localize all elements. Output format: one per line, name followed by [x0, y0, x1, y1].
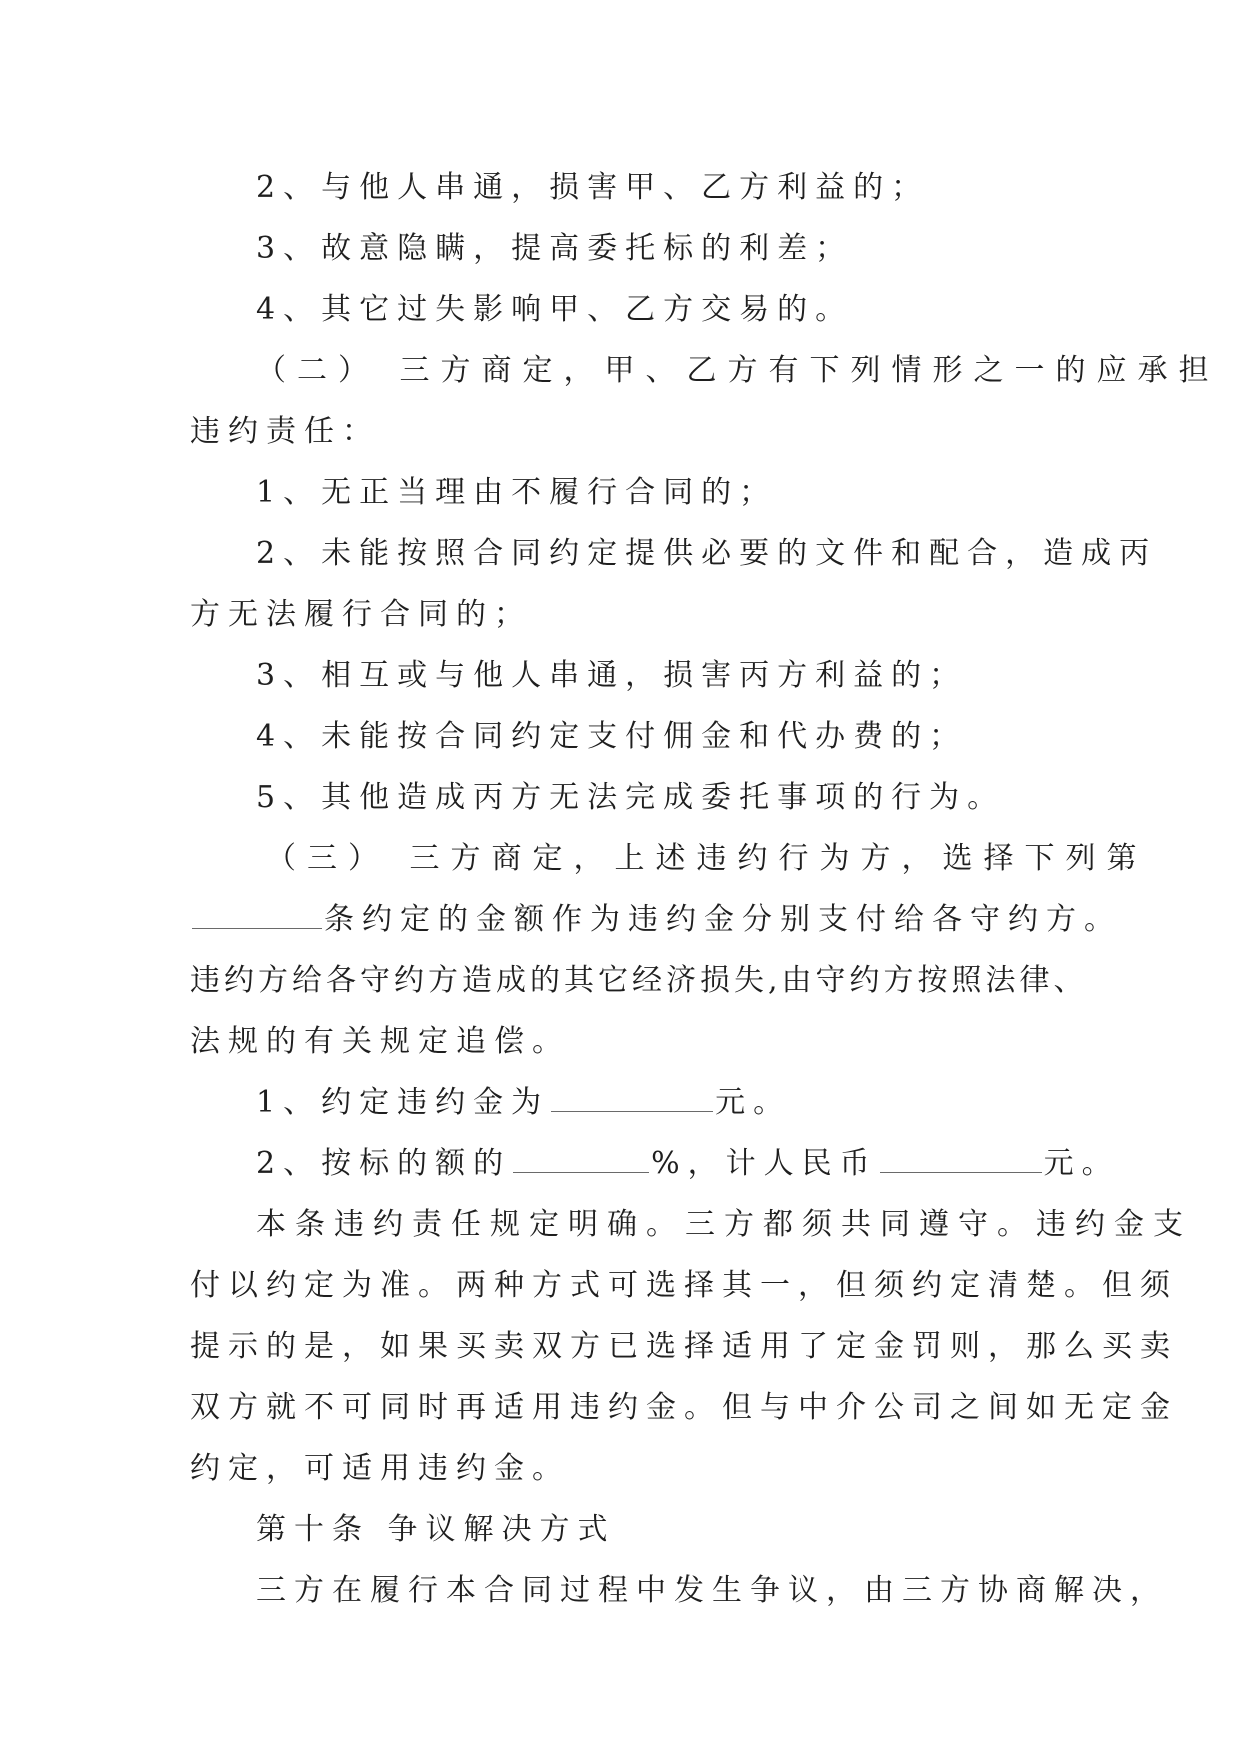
- paragraph-line: 双方就不可同时再适用违约金。但与中介公司之间如无定金: [190, 1390, 1178, 1425]
- clause-line: 5、其他造成丙方无法完成委托事项的行为。: [256, 780, 1006, 815]
- paragraph-line: 法规的有关规定追偿。: [190, 1024, 570, 1059]
- clause-line: 1、无正当理由不履行合同的；: [256, 475, 778, 510]
- clause-line: 2、与他人串通，损害甲、乙方利益的；: [256, 170, 930, 205]
- section-heading-2: （二） 三方商定，甲、乙方有下列情形之一的应承担: [256, 353, 1220, 388]
- clause-text: 元。: [1043, 1146, 1120, 1181]
- penalty-amount-blank[interactable]: [551, 1110, 713, 1112]
- clause-text: %，计人民币: [651, 1146, 878, 1181]
- clause-line: 3、故意隐瞒，提高委托标的利差；: [256, 231, 854, 266]
- clause-line: 4、未能按合同约定支付佣金和代办费的；: [256, 719, 968, 754]
- paragraph-line: 约定，可适用违约金。: [190, 1451, 570, 1486]
- clause-line: 3、相互或与他人串通，损害丙方利益的；: [256, 658, 968, 693]
- clause-text: 2、按标的额的: [256, 1146, 512, 1181]
- paragraph-line: 违约责任：: [190, 414, 380, 449]
- paragraph-text: 条约定的金额作为违约金分别支付给各守约方。: [324, 902, 1122, 937]
- paragraph-line: 三方在履行本合同过程中发生争议，由三方协商解决，: [256, 1573, 1168, 1608]
- clause-text: 元。: [715, 1085, 792, 1120]
- clause-line: 4、其它过失影响甲、乙方交易的。: [256, 292, 854, 327]
- clause-text: 1、约定违约金为: [256, 1085, 550, 1120]
- article-number-blank[interactable]: [192, 927, 322, 929]
- paragraph-line: 违约方给各守约方造成的其它经济损失,由守约方按照法律、: [190, 963, 1088, 998]
- clause-line: 2、未能按照合同约定提供必要的文件和配合，造成丙: [256, 536, 1158, 571]
- clause-line: [190, 1133, 1120, 1194]
- section-heading-3: （三） 三方商定，上述违约行为方，选择下列第: [266, 841, 1148, 876]
- clause-line: [190, 1072, 1070, 1133]
- paragraph-line: 方无法履行合同的；: [190, 597, 532, 632]
- percentage-blank[interactable]: [513, 1171, 649, 1173]
- article-title: 第十条 争议解决方式: [256, 1512, 616, 1547]
- paragraph-line: [190, 889, 1122, 950]
- rmb-amount-blank[interactable]: [880, 1171, 1042, 1173]
- paragraph-line: 本条违约责任规定明确。三方都须共同遵守。违约金支: [256, 1207, 1192, 1242]
- paragraph-line: 提示的是，如果买卖双方已选择适用了定金罚则，那么买卖: [190, 1329, 1178, 1364]
- contract-page: [190, 157, 1220, 1621]
- paragraph-line: 付以约定为准。两种方式可选择其一，但须约定清楚。但须: [190, 1268, 1178, 1303]
